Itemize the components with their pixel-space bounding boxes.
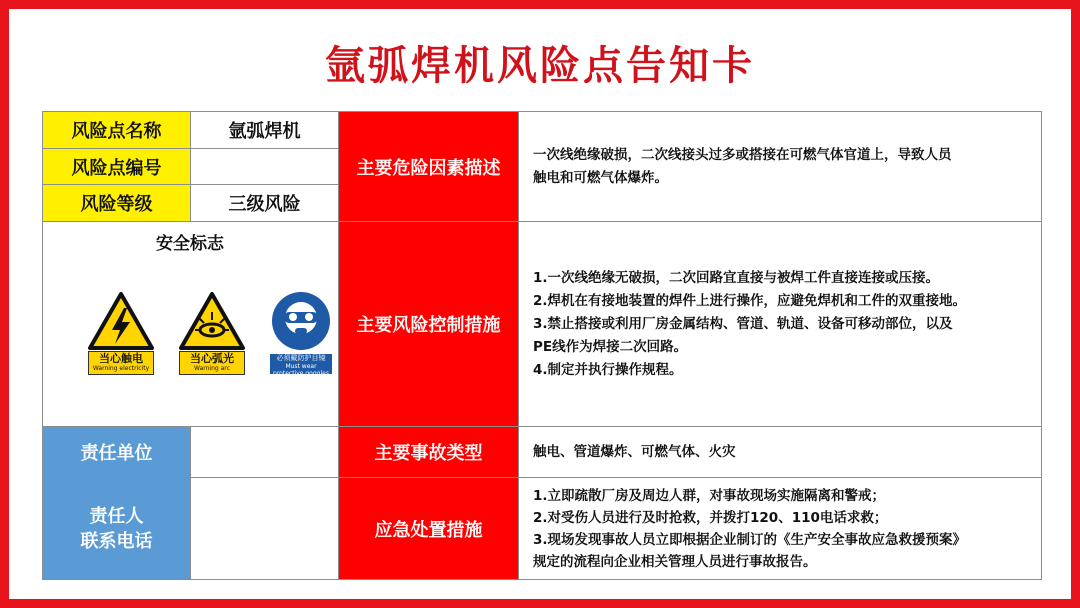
- goggles-sign-label: [270, 354, 332, 377]
- sign-subtext: Must wear protective goggles: [273, 363, 329, 377]
- accident-types-value: 触电、管道爆炸、可燃气体、火灾: [518, 426, 1042, 478]
- control-line: 1.一次线绝缘无破损，二次回路宜直接与被焊工件直接连接或压接。: [533, 269, 940, 286]
- electric-shock-warning-icon: [88, 292, 154, 350]
- sign-subtext: Warning electricity: [92, 365, 150, 372]
- emergency-measures: [518, 477, 1042, 580]
- emergency-label: 应急处置措施: [338, 477, 519, 580]
- responsible-unit-value: [190, 426, 339, 478]
- control-label: 主要风险控制措施: [338, 221, 519, 427]
- sign-text: 当心触电: [99, 352, 143, 365]
- emergency-line: 3.现场发现事故人员立即根据企业制订的《生产安全事故应急救援预案》: [533, 531, 967, 548]
- arc-warning-icon: [179, 292, 245, 350]
- responsible-person-label: [42, 477, 191, 580]
- responsible-person-value: [190, 477, 339, 580]
- protective-goggles-icon: [270, 290, 332, 352]
- emergency-line: 2.对受伤人员进行及时抢救，并拨打120、110电话求救；: [533, 509, 888, 526]
- control-measures: [518, 221, 1042, 427]
- control-line: 3.禁止搭接或利用厂房金属结构、管道、轨道、设备可移动部位，以及: [533, 315, 953, 332]
- sign-subtext: Warning arc: [194, 365, 230, 372]
- page-title: 氩弧焊机风险点告知卡: [325, 43, 755, 89]
- hazard-line: 触电和可燃气体爆炸。: [533, 169, 668, 186]
- responsible-person-line1: 责任人: [89, 505, 144, 527]
- hazard-line: 一次线绝缘破损，二次线接头过多或搭接在可燃气体官道上，导致人员: [533, 146, 952, 163]
- emergency-line: 1.立即疏散厂房及周边人群，对事故现场实施隔离和警戒；: [533, 487, 886, 504]
- hazard-description: [518, 111, 1042, 222]
- risk-level-label: 风险等级: [42, 184, 191, 222]
- risk-code-value: [190, 148, 339, 185]
- risk-name-value: 氩弧焊机: [190, 111, 339, 149]
- control-line: 2.焊机在有接地装置的焊件上进行操作，应避免焊机和工件的双重接地。: [533, 292, 967, 309]
- control-line: PE线作为焊接二次回路。: [533, 338, 688, 355]
- risk-level-value: 三级风险: [190, 184, 339, 222]
- sign-text: 当心弧光: [190, 352, 234, 365]
- hazard-label: 主要危险因素描述: [338, 111, 519, 222]
- responsible-unit-label: 责任单位: [42, 426, 191, 478]
- electric-shock-sign-label: [88, 351, 154, 375]
- risk-name-label: 风险点名称: [42, 111, 191, 149]
- responsible-person-line2: 联系电话: [80, 530, 153, 552]
- risk-code-label: 风险点编号: [42, 148, 191, 185]
- emergency-line: 规定的流程向企业相关管理人员进行事故报告。: [533, 553, 817, 570]
- sign-text: 必须戴防护目镜: [276, 354, 326, 362]
- safety-signs-title: 安全标志: [156, 234, 224, 254]
- accident-types-label: 主要事故类型: [338, 426, 519, 478]
- control-line: 4.制定并执行操作规程。: [533, 361, 683, 378]
- arc-sign-label: [179, 351, 245, 375]
